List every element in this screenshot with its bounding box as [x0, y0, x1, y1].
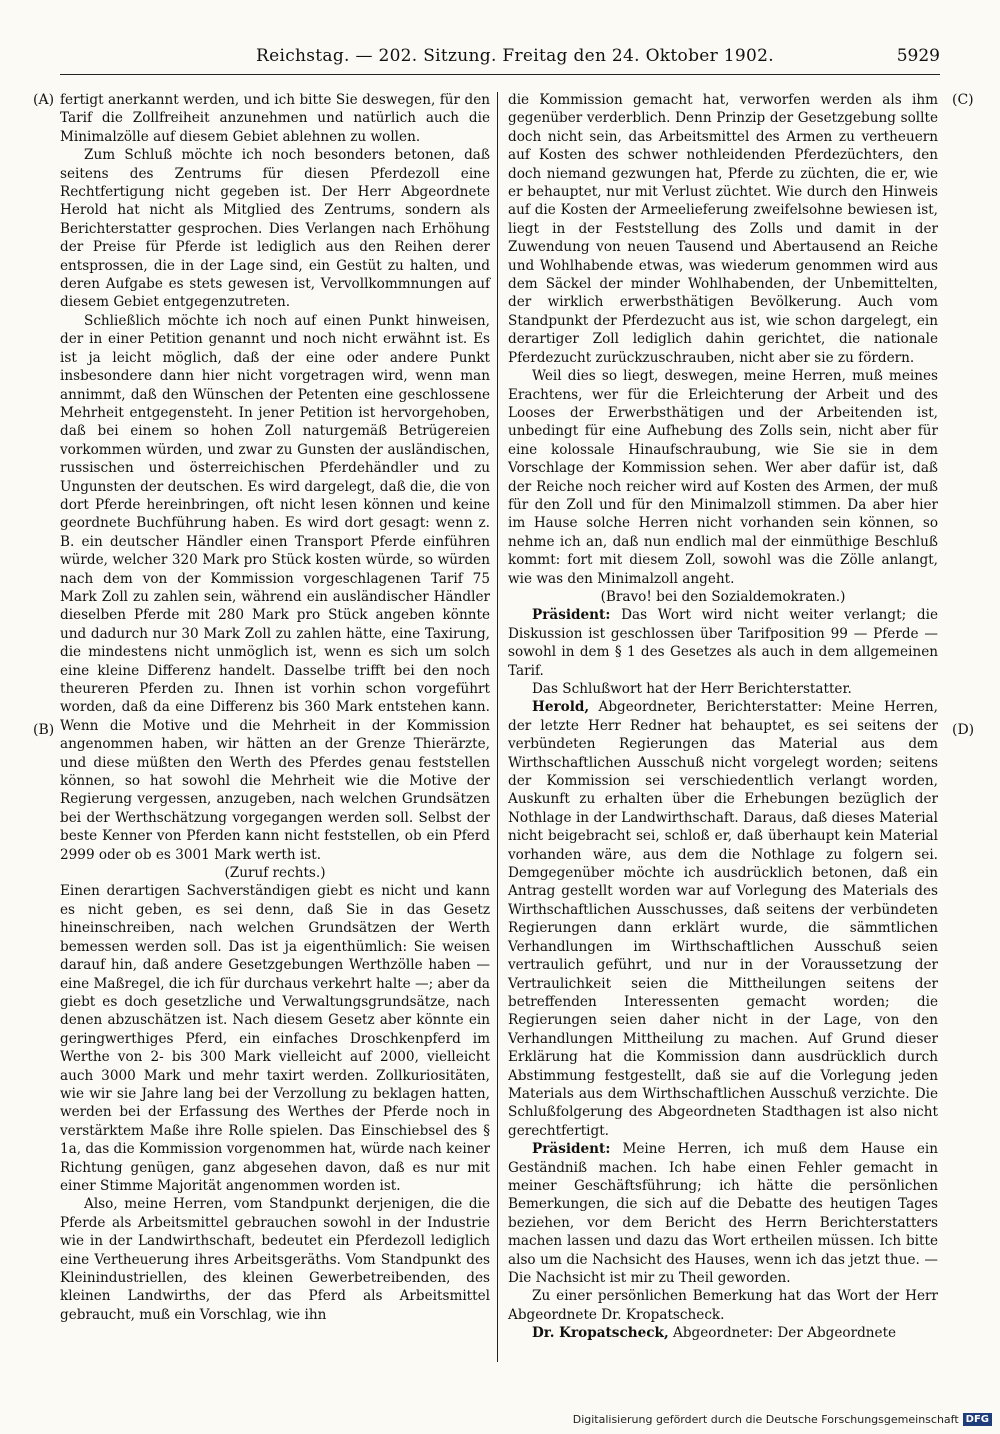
speaker-name: Präsident: [532, 607, 611, 624]
interjection: (Zuruf rechts.) [224, 865, 326, 882]
speech-text: Abgeordneter, Berichterstatter: Meine Herren, der letzte Herr Redner hat behauptet, es sei seitens der verbündeten Regierungen das Material aus dem Wirthschaftlichen Ausschuß nicht vorgelegt worden; seitens der Kommission sei verschiedentlich verlangt worden, Auskunft zu erhalten über die Erhebungen bezüglich der Nothlage in der Landwirthschaft. Daraus, daß dieses Material nicht beigebracht sei, schloß er, daß überhaupt kein Material vorhanden wäre, aus dem die Nothlage zu folgern sei. Demgegenüber möchte ich ausdrücklich betonen, daß ein Antrag gestellt worden war auf Vorlegung des Materials des Wirthschaftlichen Ausschusses, daß seitens der verbündeten Regierungen dann erklärt wurde, die sämmtlichen Verhandlungen im Wirthschaftlichen Ausschuß seien vertraulich geführt, und nur in der Voraussetzung der Vertraulichkeit seien die Mittheilungen seitens der betreffenden Interessenten gemacht worden; die Regierungen seien daher nicht in der Lage, von den Verhandlungen Mittheilung zu machen. Auf Grund dieser Erklärung hat die Kommission dann ausdrücklich durch Abstimmung festgestellt, daß sie auf die Vorlegung jeden Materials aus dem Wirthschaftlichen Ausschuß verzichte. Die Schlußfolgerung des Abgeordneten Stadthagen ist also nicht gerechtfertigt. [508, 699, 938, 1139]
left-column [60, 91, 490, 1324]
paragraph: Einen derartigen Sachverständigen giebt es nicht und kann es nicht geben, es sei denn, daß Sie in das Gesetz hineinschreiben, nach welchen Grundsätzen der Werth bemessen werden soll. Das ist ja eigenthümlich: Sie weisen darauf hin, daß andere Gesetzgebungen Werthzölle haben — eine Maßregel, die ich für durchaus verkehrt halte —; aber da giebt es doch gesetzliche und Verwaltungsgrundsätze, nach denen abzuschätzen ist. Nach diesem Gesetz aber könnte ein geringwerthiges Pferd, ein einfaches Droschkenpferd im Werthe von 2- bis 300 Mark vielleicht auf 2000, vielleicht auch 3000 Mark und mehr taxirt werden. Zollkuriositäten, wie wir sie Jahre lang bei der Verzollung zu beklagen hatten, werden bei der Erfassung des Werthes der Pferde noch in verstärktem Maße ihre Rolle spielen. Das Einschiebsel des § 1a, das die Kommission vorgenommen hat, würde nach keiner Richtung genügen, ganz abgesehen davon, daß es nur mit einer Stimme Majorität angenommen worden ist. [60, 883, 490, 1194]
header-title: Reichstag. — 202. Sitzung. Freitag den 24. Oktober 1902. [256, 46, 774, 66]
paragraph: die Kommission gemacht hat, verworfen werden als ihm gegenüber verderblich. Denn Prinzip der Gesetzgebung sollte doch nicht sein, das Arbeitsmittel des Armen zu vertheuern auf Kosten des schwer nothleidenden Pferdezüchters, den doch niemand gezwungen hat, Pferde zu züchten, die er, wie er behauptet, nur mit Verlust züchtet. Wie durch den Hinweis auf die Kosten der Armeelieferung zweifelsohne bewiesen ist, liegt in der Feststellung des Zolls und damit in der Zuwendung von neuen Tausend und Abertausend an Reiche und Wohlhabende etwas, was wiederum genommen wird aus dem Säckel der minder Wohlhabenden, der Unbemittelten, der wirklich erwerbsthätigen Bevölkerung. Auch vom Standpunkt der Pferdezucht aus ist, wie schon dargelegt, ein derartiger Zoll lediglich dahin gerichtet, die nationale Pferdezucht zurückzuschrauben, nicht aber sie zu fördern. [508, 92, 938, 366]
speaker-name: Dr. Kropatscheck, [532, 1325, 669, 1342]
speech-text: Das Wort wird nicht weiter verlangt; die Diskussion ist geschlossen über Tarifposition 99 — Pferde — sowohl in dem § 1 des Gesetzes als auch in dem allgemeinen Tarif. [508, 607, 938, 679]
paragraph: Das Schlußwort hat der Herr Berichterstatter. [532, 681, 852, 697]
margin-marker-a: (A) [33, 92, 55, 108]
speaker-name: Herold, [532, 699, 590, 716]
footer-credit [573, 1413, 992, 1426]
dfg-logo: DFG [963, 1413, 992, 1426]
paragraph: Schließlich möchte ich noch auf einen Punkt hinweisen, der in einer Petition genannt und noch nicht erwähnt ist. Es ist ja leicht möglich, daß der eine oder andere Punkt insbesondere dann hier nicht vorgetragen wird, wenn man annimmt, daß den Wünschen der Petenten eine geschlossene Mehrheit entgegensteht. In jener Petition ist hervorgehoben, daß bei einem so hohen Zoll naturgemäß Betrügereien vorkommen würden, und zwar zu Gunsten der ausländischen, russischen und österreichischen Pferdehändler und zu Ungunsten der deutschen. Es wird dargelegt, daß die, die von dort Pferde hereinbringen, oft nicht lesen können und keine geordnete Buchführung haben. Es wird dort gesagt: wenn z. B. ein deutscher Händler einen Transport Pferde einführen würde, welcher 320 Mark pro Stück kosten würde, so würden nach dem von der Kommission vorgeschlagenen Tarif 75 Mark Zoll zu zahlen sein, während ein ausländischer Händler dieselben Pferde mit 280 Mark pro Stück angeben könnte und dadurch nur 30 Mark Zoll zu zahlen hätte, eine Taxirung, die mindestens nicht unmöglich ist, wenn es sich um solch eine kleine Differenz handelt. Dasselbe trifft bei den noch theureren Pferden zu. Ihnen ist vorhin schon vorgeführt worden, daß da eine Differenz bis 360 Mark entstehen kann. Wenn die Motive und die Mehrheit in der Kommission angenommen haben, wir hätten an der Grenze Thierärzte, und diese müßten den Werth des Pferdes genau feststellen können, so hat sowohl die Mehrheit wie die Motive der Regierung vergessen, anzugeben, nach welchen Grundsätzen bei der Werthschätzung vorgegangen werden soll. Selbst der beste Kenner von Pferden kann nicht feststellen, ob ein Pferd 2999 oder ob es 3001 Mark werth ist. [60, 312, 490, 863]
speech-paragraph [508, 698, 938, 1140]
speech-text: Meine Herren, ich muß dem Hause ein Geständniß machen. Ich habe einen Fehler gemacht in meiner Geschäftsführung; ich hätte die persönlichen Bemerkungen, die sich auf die Debatte des heutigen Tages beziehen, vor dem Bericht des Herrn Berichterstatters machen lassen und dazu das Wort ertheilen müssen. Ich bitte also um die Nachsicht des Hauses, wenn ich das jetzt thue. — Die Nachsicht ist mir zu Theil geworden. [508, 1141, 939, 1286]
margin-marker-b: (B) [33, 722, 55, 738]
speech-paragraph [508, 1324, 938, 1342]
paragraph: Also, meine Herren, vom Standpunkt derjenigen, die die Pferde als Arbeitsmittel gebrauchen sowohl in der Industrie wie in der Landwirthschaft, bedeutet ein Pferdezoll lediglich eine Vertheuerung ihres Arbeitsgeräths. Vom Standpunkt des Kleinindustriellen, des kleinen Gewerbetreibenden, des kleinen Landwirths, der das Pferd als Arbeitsmittel gebraucht, muß ein Vorschlag, wie ihn [60, 1196, 490, 1323]
margin-marker-d: (D) [952, 722, 975, 738]
paragraph: fertigt anerkannt werden, und ich bitte Sie deswegen, für den Tarif die Zollfreiheit anzunehmen und natürlich auch die Minimalzölle auf diesem Gebiet ablehnen zu wollen. [60, 92, 490, 145]
speech-paragraph [508, 606, 938, 680]
speaker-name: Präsident: [532, 1141, 611, 1158]
paragraph: Weil dies so liegt, deswegen, meine Herren, muß meines Erachtens, wer für die Erleichterung der Arbeit und des Looses der Erwerbsthätigen und der Arbeitenden ist, unbedingt für eine Aufhebung des Zolls sein, nicht aber für eine kolossale Hinaufschraubung, wie Sie sie in dem Vorschlage der Kommission sehen. Wer aber dafür ist, daß der Reiche noch reicher wird auf Kosten des Armen, der muß für den Zoll und für den Minimalzoll stimmen. Da aber hier im Hause solche Herren nicht vorhanden sein können, so nehme ich an, daß nun endlich mal der einmüthige Beschluß kommt: fort mit diesem Zoll, sowohl was die Zölle anlangt, wie was den Minimalzoll angeht. [508, 368, 938, 587]
column-divider [497, 92, 498, 1362]
margin-marker-c: (C) [952, 92, 974, 108]
paragraph: Zu einer persönlichen Bemerkung hat das Wort der Herr Abgeordnete Dr. Kropatscheck. [508, 1288, 938, 1323]
page-number: 5929 [896, 46, 940, 66]
speech-paragraph [508, 1140, 938, 1287]
interjection: (Bravo! bei den Sozialdemokraten.) [600, 588, 846, 605]
page-header [60, 44, 940, 75]
speech-text: Abgeordneter: Der Abgeordnete [673, 1325, 897, 1342]
paragraph: Zum Schluß möchte ich noch besonders betonen, daß seitens des Zentrums für diesen Pferdezoll eine Rechtfertigung nicht gegeben ist. Der Herr Abgeordnete Herold hat nicht als Mitglied des Zentrums, sondern als Berichterstatter gesprochen. Dies Verlangen nach Erhöhung der Preise für Pferde ist lediglich aus den Reihen derer entsprossen, die in der Lage sind, ein Gestüt zu halten, und deren Aufgabe es stets gewesen ist, Vervollkommnungen auf diesem Gebiet entgegenzutreten. [60, 147, 490, 311]
right-column [508, 91, 938, 1343]
footer-text: Digitalisierung gefördert durch die Deutsche Forschungsgemeinschaft [572, 1413, 959, 1426]
